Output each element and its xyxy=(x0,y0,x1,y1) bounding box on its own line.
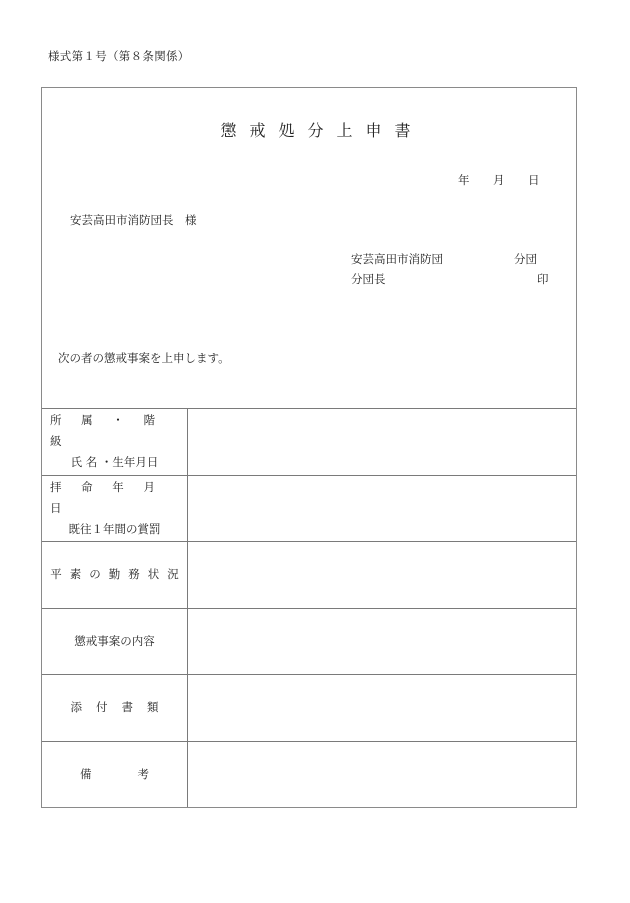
table-row xyxy=(42,609,576,676)
addressee: 安芸高田市消防団長 様 xyxy=(70,213,197,227)
remarks-value-field[interactable] xyxy=(188,742,576,808)
table-row xyxy=(42,476,576,543)
label-affiliation-rank: 所 属 ・ 階 級 xyxy=(50,413,163,449)
sender-org: 安芸高田市消防団 xyxy=(351,252,443,266)
row-label xyxy=(42,609,188,675)
table-row xyxy=(42,675,576,742)
table-row xyxy=(42,542,576,609)
row-label xyxy=(42,675,188,741)
seal-mark: 印 xyxy=(537,272,549,286)
label-attachments: 添付書類 xyxy=(70,700,173,715)
attachments-value-field[interactable] xyxy=(188,675,576,741)
label-appointment-date: 拝 命 年 月 日 xyxy=(50,479,163,515)
label-name-birthdate: 氏 名 ・生年月日 xyxy=(70,455,159,470)
appointment-value-field[interactable] xyxy=(188,476,576,542)
form-number: 様式第１号（第８条関係） xyxy=(48,49,190,63)
label-past-rewards: 既往１年間の賞罰 xyxy=(68,521,161,536)
date-year-label: 年 xyxy=(458,173,470,187)
date-day-label: 日 xyxy=(528,173,540,187)
work-status-value-field[interactable] xyxy=(188,542,576,608)
row-label xyxy=(42,542,188,608)
case-content-value-field[interactable] xyxy=(188,609,576,675)
sender-position: 分団長 xyxy=(351,272,386,286)
document-title: 懲戒処分上申書 xyxy=(220,121,424,140)
sender-branch: 分団 xyxy=(514,252,537,266)
form-frame xyxy=(41,87,577,808)
affiliation-value-field[interactable] xyxy=(188,409,576,475)
label-case-content: 懲戒事案の内容 xyxy=(74,633,155,648)
table-row xyxy=(42,742,576,808)
form-header-section xyxy=(42,88,576,409)
date-month-label: 月 xyxy=(493,173,505,187)
label-work-status: 平素の勤務状況 xyxy=(50,567,187,582)
row-label xyxy=(42,476,188,542)
label-remarks: 備 考 xyxy=(80,766,149,781)
row-label xyxy=(42,742,188,808)
row-label xyxy=(42,409,188,475)
table-row xyxy=(42,409,576,476)
details-table xyxy=(42,409,576,807)
intro-text: 次の者の懲戒事案を上申します。 xyxy=(58,351,230,365)
